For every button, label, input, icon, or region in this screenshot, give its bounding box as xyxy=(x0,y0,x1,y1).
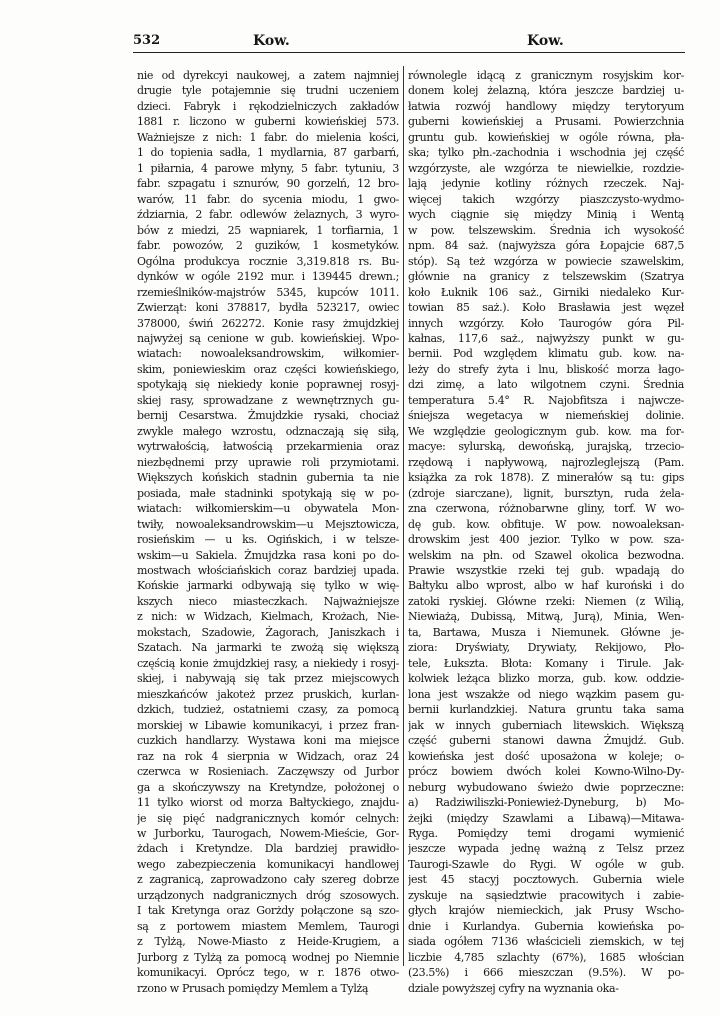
header-rule xyxy=(133,52,685,53)
text-line: ta, Bartawa, Musza i Niemunek. Główne je- xyxy=(408,625,684,639)
text-line: drowskim jest 400 jezior. Tylko w pow. sza- xyxy=(408,533,684,547)
text-line: fabr. powozów, 2 guzików, 1 kosmetyków. xyxy=(137,239,399,253)
text-line: wiatach: wiłkomierskim—u obywatela Mon- xyxy=(137,502,399,516)
text-line: cuzkich handlarzy. Wystawa koni ma miejsce xyxy=(137,734,399,748)
text-line: łatwia rozwój handlowy między terytoryum xyxy=(408,99,684,113)
text-line: zna czerwona, różnobarwne gliny, torf. W wo- xyxy=(408,502,684,516)
text-line: I tak Kretynga oraz Gorżdy połączone są szo- xyxy=(137,904,399,918)
text-line: temperatura 5.4° R. Najobfitsza i najwcze- xyxy=(408,393,684,407)
text-line: rosieńskim — u ks. Ogińskich, i w telsze- xyxy=(137,533,399,547)
text-line: skiej rasy, sprowadzane z wewnętrznych gu- xyxy=(137,393,399,407)
text-line: z nich: w Widzach, Kielmach, Krożach, Nie- xyxy=(137,610,399,624)
text-line: wiatach: nowoaleksandrowskim, wiłkomier- xyxy=(137,347,399,361)
text-line: liczbie 4,785 szlachty (67%), 1685 włościan xyxy=(408,950,684,964)
left-text-column xyxy=(137,68,399,996)
text-line: drugie tyle potajemnie się trudni uczeniem xyxy=(137,84,399,98)
text-line: welskim na płn. od Szawel okolica bezwodna. xyxy=(408,548,684,562)
text-line: wytrwałością, łatwością przekarmienia oraz xyxy=(137,440,399,454)
text-line: neburg wybudowano świeżo dwie poprzeczne: xyxy=(408,780,684,794)
text-line: skiej, i nabywają się tak przez miejscowych xyxy=(137,672,399,686)
text-line: Taurogi-Szawle do Rygi. W ogóle w gub. xyxy=(408,857,684,871)
text-line: npm. 84 saż. (najwyższa góra Łopajcie 687,5 xyxy=(408,239,684,253)
text-line: ździarnia, 2 fabr. odlewów żelaznych, 3 wyro- xyxy=(137,208,399,222)
text-line: guberni kowieńskiej a Prusami. Powierzchnia xyxy=(408,115,684,129)
text-line: kałnas, 117,6 saż., najwyższy punkt w gu- xyxy=(408,331,684,345)
text-line: bernii. Pod względem klimatu gub. kow. na- xyxy=(408,347,684,361)
text-line: (23.5%) i 666 mieszczan (9.5%). W po- xyxy=(408,966,684,980)
text-line: z zagranicą, zaprowadzono cały szereg dobrze xyxy=(137,873,399,887)
text-line: dzieci. Fabryk i rękodzielniczych zakładów xyxy=(137,99,399,113)
text-line: stóp). Są też wzgórza w powiecie szawelskim, xyxy=(408,254,684,268)
text-line: w Jurborku, Taurogach, Nowem-Mieście, Gor- xyxy=(137,826,399,840)
text-line: mostwach włościańskich coraz bardziej upada. xyxy=(137,564,399,577)
text-line: najwyżej są cenione w gub. kowieńskiej. Wpo- xyxy=(137,331,399,345)
text-line: prócz bowiem dwóch kolei Kowno-Wilno-Dy- xyxy=(408,765,684,779)
text-line: kowieńska jest dość uposażona w koleje; o- xyxy=(408,749,684,763)
text-line: leży do strefy żyta i lnu, bliskość morza łago- xyxy=(408,362,684,376)
text-line: dynków w ogóle 2192 mur. i 139445 drewn.; xyxy=(137,270,399,284)
text-line: Szatach. Na jarmarki te zwożą się większą xyxy=(137,641,399,655)
text-line: w pow. telszewskim. Średnia ich wysokość xyxy=(408,223,684,237)
text-line: dę gub. kow. obfituje. W pow. nowoaleksan- xyxy=(408,517,684,531)
text-line: kszych nieco miasteczkach. Najważniejsze xyxy=(137,594,399,608)
text-line: książka za rok 1878). Z minerałów są tu: gips xyxy=(408,471,684,485)
text-line: jak w innych guberniach litewskich. Większą xyxy=(408,718,684,732)
text-line: jest 45 stacyj pocztowych. Gubernia wiele xyxy=(408,873,684,887)
running-header-left: Kow. xyxy=(253,33,290,49)
text-line: spotykają się niekiedy konie poprawnej rosyj- xyxy=(137,378,399,392)
text-line: macye: sylurską, dewońską, jurajską, trzecio- xyxy=(408,440,684,454)
text-line: warów, 11 fabr. do sycenia miodu, 1 gwo- xyxy=(137,192,399,206)
text-line: nie od dyrekcyi naukowej, a zatem najmniej xyxy=(137,69,399,82)
text-line: z Tylżą, Nowe-Miasto z Heide-Krugiem, a xyxy=(137,935,399,949)
text-line: rzędową i napływową, najrozleglejszą (Pam. xyxy=(408,455,684,469)
text-line: Zwierząt: koni 378817, bydła 523217, owiec xyxy=(137,301,399,315)
text-line: wskim—u Sakiela. Żmujdzka rasa koni po do- xyxy=(137,548,399,562)
text-line: dziale powyższej cyfry na wyznania oka- xyxy=(408,981,619,995)
text-line: a) Radziwiliszki-Poniewież-Dyneburg, b) Mo- xyxy=(408,796,684,810)
text-line: 378000, świń 262272. Konie rasy żmujdzkiej xyxy=(137,316,399,330)
text-line: czerwca w Rosieniach. Zaczęwszy od Jurbor xyxy=(137,765,399,779)
text-line: wzgórzyste, ale wzgórza te niewielkie, rozdzie- xyxy=(408,161,684,175)
text-line: ga a skończywszy na Kretyndze, położonej o xyxy=(137,780,399,794)
text-line: siada ogółem 7136 właścicieli ziemskich, w tej xyxy=(408,935,684,949)
text-line: gruntu gub. kowieńskiej w ogóle równa, pła- xyxy=(408,130,684,144)
text-line: Bałtyku albo wprost, albo w haf kuroński i do xyxy=(408,579,684,593)
text-line: (zdroje siarczane), lignit, bursztyn, ruda żela- xyxy=(408,486,684,500)
text-line: Końskie jarmarki odbywają się tylko w wię- xyxy=(137,579,399,593)
text-line: urządzonych nadgranicznych dróg szosowych. xyxy=(137,888,399,902)
text-line: 1881 r. liczono w guberni kowieńskiej 573. xyxy=(137,115,399,129)
text-line: wych ciągnie się między Minią i Wentą xyxy=(408,208,684,222)
text-line: We względzie geologicznym gub. kow. ma for- xyxy=(408,424,684,438)
text-line: Niewiażą, Dubissą, Mitwą, Jurą), Minia, Wen- xyxy=(408,610,684,624)
text-line: zyskuje na sąsiedztwie pracowitych i zabie- xyxy=(408,888,684,902)
text-line: morskiej w Libawie komunikacyi, i przez fran- xyxy=(137,718,399,732)
text-line: zwykle małego wzrostu, odznaczają się siłą, xyxy=(137,424,399,438)
text-line: skim, poniewieskim oraz części kowieńskiego, xyxy=(137,362,399,376)
text-line: są z portowem miastem Memlem, Taurogi xyxy=(137,919,399,933)
text-line: żejki (między Szawlami a Libawą)—Mitawa- xyxy=(408,811,684,825)
text-line: dzkich, tudzież, ostatniemi czasy, za pomocą xyxy=(137,703,399,717)
text-line: innych wzgórzy. Koło Taurogów góra Pil- xyxy=(408,316,684,330)
text-line: równolegle idącą z granicznym rosyjskim kor- xyxy=(408,69,684,82)
text-line: mokstach, Szadowie, Żagorach, Janiszkach i xyxy=(137,625,399,639)
text-line: Ogólna produkcya rocznie 3,319.818 rs. Bu- xyxy=(137,254,399,268)
text-line: ziora: Dryświaty, Drywiaty, Rekijowo, Pło- xyxy=(408,641,684,655)
text-line: więcej takich wzgórzy piaszczysto-wydmo- xyxy=(408,192,684,206)
text-line: rzemieślników-majstrów 5345, kupców 1011. xyxy=(137,285,399,299)
right-text-column xyxy=(408,68,684,996)
text-line: 11 tylko wiorst od morza Bałtyckiego, znajdu- xyxy=(137,796,399,810)
text-line: bernii kurlandzkiej. Natura gruntu taka sama xyxy=(408,703,684,717)
text-line: żdach i Kretyndze. Dla bardziej prawidło- xyxy=(137,842,399,856)
text-line: 1 piłarnia, 4 parowe młyny, 5 fabr. tytuniu, 3 xyxy=(137,161,399,175)
text-line: Jurborg z Tylżą za pomocą wodnej po Niemnie xyxy=(137,950,399,964)
text-line: Większych końskich stadnin gubernia ta nie xyxy=(137,471,399,485)
text-line: częścią konie żmujdzkiej rasy, a niekiedy i rosyj- xyxy=(137,656,399,670)
text-line: rzono w Prusach pomiędzy Memlem a Tylżą xyxy=(137,981,369,995)
text-line: bów z miedzi, 25 wapniarek, 1 torfiarnia, 1 xyxy=(137,223,399,237)
text-line: komunikacyi. Oprócz tego, w r. 1876 otwo- xyxy=(137,966,399,980)
text-line: lają jedynie kotliny różnych rzeczek. Naj- xyxy=(408,177,684,191)
text-line: twiły, nowoaleksandrowskim—u Mejsztowicza, xyxy=(137,517,399,531)
column-divider xyxy=(403,66,404,966)
text-line: koło Łuknik 106 saż., Girniki niedaleko Kur- xyxy=(408,285,684,299)
text-line: Ryga. Pomiędzy temi drogami wymienić xyxy=(408,826,684,840)
text-line: dzi zimę, a lato wilgotnem czyni. Średnia xyxy=(408,378,684,392)
text-line: kolwiek leżąca blizko morza, gub. kow. oddzie- xyxy=(408,672,684,686)
text-line: bernij Cesarstwa. Żmujdzkie rysaki, chociaż xyxy=(137,409,399,423)
text-line: tele, Łukszta. Błota: Komany i Tirule. Jak- xyxy=(408,656,684,670)
text-line: część guberni stanowi dawna Żmujdź. Gub. xyxy=(408,734,684,748)
text-line: jeszcze wypada jednę ważną z Telsz przez xyxy=(408,842,684,856)
text-line: towian 85 saż.). Koło Brasławia jest węzeł xyxy=(408,301,684,315)
text-line: ska; tylko płn.-zachodnia i wschodnia jej część xyxy=(408,146,684,160)
text-line: mieszkańców jakoteż przez pruskich, kurlan- xyxy=(137,687,399,701)
text-line: zatoki ryskiej. Główne rzeki: Niemen (z Wilią, xyxy=(408,594,684,608)
text-line: głych krajów niemieckich, jak Prusy Wscho- xyxy=(408,904,684,918)
text-line: Prawie wszystkie rzeki tej gub. wpadają do xyxy=(408,564,684,577)
text-line: Ważniejsze z nich: 1 fabr. do mielenia kości, xyxy=(137,130,399,144)
text-line: wego zabezpieczenia komunikacyi handlowej xyxy=(137,857,399,871)
text-line: 1 do topienia sadła, 1 mydlarnia, 87 garbarń, xyxy=(137,146,399,160)
text-line: fabr. szpagatu i sznurów, 90 gorzelń, 12 bro- xyxy=(137,177,399,191)
page-number: 532 xyxy=(133,33,161,48)
text-line: dnie i Kurlandya. Gubernia kowieńska po- xyxy=(408,919,684,933)
text-line: lona jest wszakże od niego wązkim pasem gu- xyxy=(408,687,684,701)
text-line: donem kolej żelazną, która jeszcze bardziej u- xyxy=(408,84,684,98)
text-line: niezbędnemi przy uprawie roli przymiotami. xyxy=(137,455,399,469)
text-line: raz na rok 4 sierpnia w Widzach, oraz 24 xyxy=(137,749,399,763)
text-line: je się pięć nadgranicznych komór celnych: xyxy=(137,811,399,825)
running-header-right: Kow. xyxy=(527,33,564,49)
text-line: śniejsza wegetacya w niemeńskiej dolinie. xyxy=(408,409,684,423)
text-line: głównie na granicy z telszewskim (Szatrya xyxy=(408,270,684,284)
text-line: posiada, małe stadninki spotykają się w po- xyxy=(137,486,399,500)
